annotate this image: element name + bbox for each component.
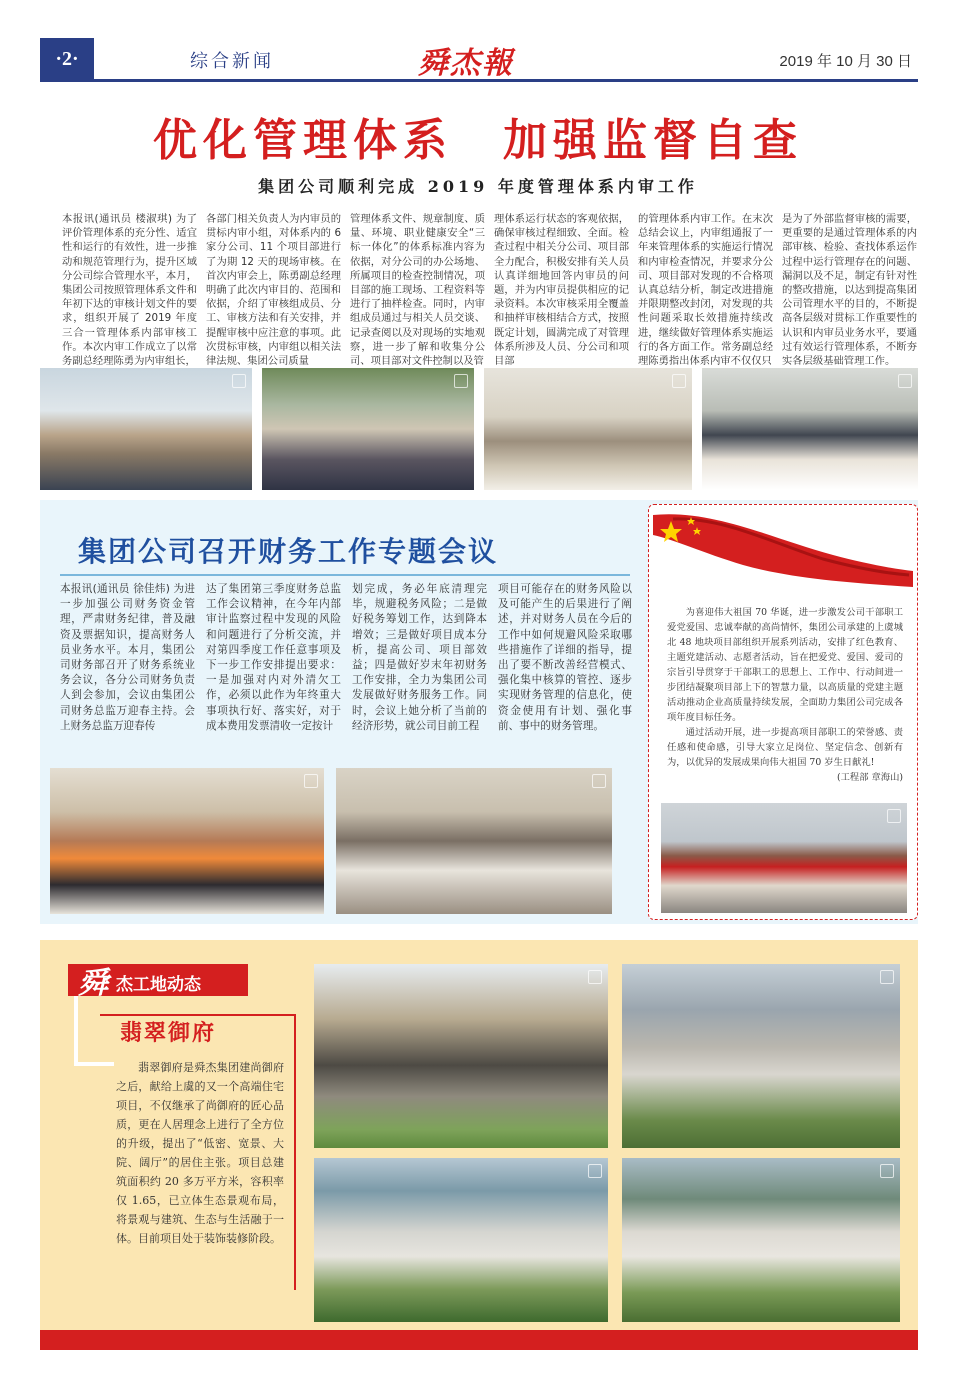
image-icon xyxy=(454,374,468,388)
image-icon xyxy=(304,774,318,788)
sidebar-signature: (工程部 章海山) xyxy=(837,772,903,783)
construction-news-section xyxy=(40,940,918,1330)
photo-audit-meeting xyxy=(262,368,474,490)
photo-audit-office xyxy=(40,368,252,490)
article1-column-2: 各部门相关负责人为内审员的贯标内审小组，对体系内的 6 家分公司、11 个项目部进行了为期 12 天的现场审核。在首次内审会上，陈勇副总经理明确了此次内审目的、范围和依据，介绍了审核组成员、分工、审核方法和有关安排，并提醒审核中应注意的事项。此次贯标审核，内审组以相关法律法规、集团公司质量 xyxy=(206,213,341,368)
article1-body xyxy=(62,212,918,368)
finance-section xyxy=(40,500,918,924)
article1-headline xyxy=(0,104,956,168)
photo-estate-entrance xyxy=(314,964,608,1148)
footer-red-bar xyxy=(40,1330,918,1350)
issue-date: 2019 年 10 月 30 日 xyxy=(779,53,912,70)
article2-column-4: 项目可能存在的财务风险以及可能产生的后果进行了阐述，并对财务人员在今后的工作中如何规避风险采取哪些措施作了详细的指导，提出了要不断改善经营模式、强化集中核算的管控、逐步实现财务管理的信息化，使资金使用有计划、强化事前、事中的财务管理。 xyxy=(498,583,632,732)
image-icon xyxy=(898,374,912,388)
image-icon xyxy=(592,774,606,788)
red-flag-banner-icon xyxy=(653,509,913,587)
image-icon xyxy=(588,1164,602,1178)
section-title: 综合新闻 xyxy=(190,51,274,71)
image-icon xyxy=(588,970,602,984)
page-number: ·2· xyxy=(40,38,94,80)
article1-column-6: 是为了外部监督审核的需要，更重要的是通过管理体系的内部审核、检验、查找体系运作过程中运行管理存在的问题、漏洞以及不足，制定有针对性的整改措施，以达到提高集团公司管理水平的目的，不断提高各层级对贯标工作重要性的认识和内审员业务水平，要通过有效运行管理体系，不断夯实各层级基础管理工作。 xyxy=(782,213,917,368)
image-icon xyxy=(887,809,901,823)
tag-logo-char: 舜 xyxy=(78,966,108,1001)
article1-column-5: 的管理体系内审工作。在末次总结会议上，内审组通报了一年来管理体系的实施运行情况和内审检查情况，并要求分公司、项目部对发现的不合格项认真总结分析，制定改进措施并限期整改封闭，对发现的共性问题采取长效措施持续改进，继续做好管理体系实施运行的各方面工作。常务副总经理陈勇指出体系内审不仅仅只 xyxy=(638,213,773,368)
article2-headline: 集团公司召开财务工作专题会议 xyxy=(78,535,499,568)
article2-column-2: 达了集团第三季度财务总监工作会议精神，在今年内部审计监察过程中发现的风险和问题进行了分析交流，并对第四季度工作任意事项及下一步工作安排提出要求：一是加强对内对外清欠工作，必须以此作为年终重大事项执行好、落实好，对于成本费用发票清收一定按计 xyxy=(206,583,341,732)
section-tag xyxy=(68,964,248,1001)
headline-part-b: 加强监督自查 xyxy=(503,115,803,166)
tag-label: 杰工地动态 xyxy=(116,975,201,995)
article1-subtitle: 集团公司顺利完成 2019 年度管理体系内审工作 xyxy=(258,177,698,196)
article1-column-4: 理体系运行状态的客观依据，确保审核过程细致、全面。检查过程中相关分公司、项目部全力配合，积极安排有关人员认真详细地回答内审员的问题，并为内审员提供相应的记录资料。本次审核采用全覆盖和抽样审核相结合方式，按照既定计划，圆满完成了对管理体系所涉及人员、分公司和项目部 xyxy=(494,213,629,368)
headline-part-a: 优化管理体系 xyxy=(153,115,453,166)
photo-estate-aerial-towers xyxy=(622,964,900,1148)
sidebar-text xyxy=(667,605,903,785)
article2-column-1: 本报讯(通讯员 徐佳炜) 为进一步加强公司财务资金管理，严肃财务纪律，普及融资及票据知识，提高财务人员业务水平。本月，集团公司财务部召开了财务系统业务会议，各分公司财务负责人到会参加，会议由集团公司财务总监万迎春主持。会上财务总监万迎春传 xyxy=(60,583,195,732)
photo-finance-meeting-hall xyxy=(336,768,612,914)
masthead-logo: 舜杰報 xyxy=(418,46,514,81)
photo-audit-interview xyxy=(702,368,918,490)
tag-bracket-foot xyxy=(74,1062,114,1066)
image-icon xyxy=(880,970,894,984)
article1-column-1: 本报讯(通讯员 楼淑琪) 为了评价管理体系的充分性、适宜性和运行的有效性，进一步推动和规范管理行为，提升区域分公司综合管理水平，本月，集团公司按照管理体系文件和年初下达的审核计划文件的要求，组织开展了 2019 年度三合一管理体系内部审核工作。本次内审工作成立了以常务副总经理陈勇为内审组长， xyxy=(62,213,197,368)
image-icon xyxy=(672,374,686,388)
photo-construction-site-celebration xyxy=(661,803,907,913)
sidebar-paragraph-1: 为喜迎伟大祖国 70 华诞，进一步激发公司干部职工爱党爱国、忠诚奉献的高尚情怀，集团公司承建的上虞城北 48 地块项目部组织开展系列活动，安排了红色教育、主题党建活动、志愿者活动，旨在把爱党、爱国、爱司的宗旨引导贯穿于干部职工的思想上、工作中、行动间进一步团结凝聚项目部上下的智慧力量，以高质量的党建主题活动推动企业高质量持续发展，全面助力集团公司完成各项年度目标任务。 xyxy=(667,607,903,723)
headline-divider xyxy=(60,574,630,576)
article2-body xyxy=(60,582,632,742)
sidebar-paragraph-2: 通过活动开展，进一步提高项目部职工的荣誉感、责任感和使命感，引导大家立足岗位、坚定信念、创新有为，以优异的发展成果向伟大祖国 70 岁生日献礼! xyxy=(667,727,903,768)
photo-finance-attendees xyxy=(50,768,324,914)
tag-bracket xyxy=(74,996,78,1066)
project-description: 翡翠御府是舜杰集团建尚御府之后，献给上虞的又一个高端住宅项目，不仅继承了尚御府的匠心品质，更在人居理念上进行了全方位的升级，提出了“低密、宽景、大院、阔厅”的居住主张。项目总建筑面积约 20 多万平方米，容积率仅 1.65，已立体生态景观布局，将景观与建筑、生态与生活融于一体。目前项目处于装饰装修阶段。 xyxy=(116,1061,284,1245)
article1-column-3: 管理体系文件、规章制度、质量、环境、职业健康安全“三标一体化”的体系标准内容为依据，对分公司的办公场地、所属项目的检查控制情况，项目部的施工现场、工程资料等进行了抽样检查。同时，内审组成员通过与相关人员交谈、记录查阅以及对现场的实地观察，进一步了解和收集分公司、项目部对文件控制以及管 xyxy=(350,213,485,368)
sidebar-national-day xyxy=(648,504,918,920)
project-name: 翡翠御府 xyxy=(120,1021,217,1046)
image-icon xyxy=(880,1164,894,1178)
photo-audit-table xyxy=(484,368,692,490)
page-header xyxy=(40,38,918,82)
image-icon xyxy=(232,374,246,388)
photo-estate-aerial-overview xyxy=(622,1158,900,1322)
article2-column-3: 划完成，务必年底清理完毕，规避税务风险；二是做好税务筹划工作，达到降本增效；三是做好项目成本分析，提高公司、项目部效益；四是做好岁末年初财务工作安排，全力为集团公司发展做好财务服务工作。同时，会议上她分析了当前的经济形势，就公司目前工程 xyxy=(352,583,487,732)
photo-estate-aerial-villas xyxy=(314,1158,608,1322)
